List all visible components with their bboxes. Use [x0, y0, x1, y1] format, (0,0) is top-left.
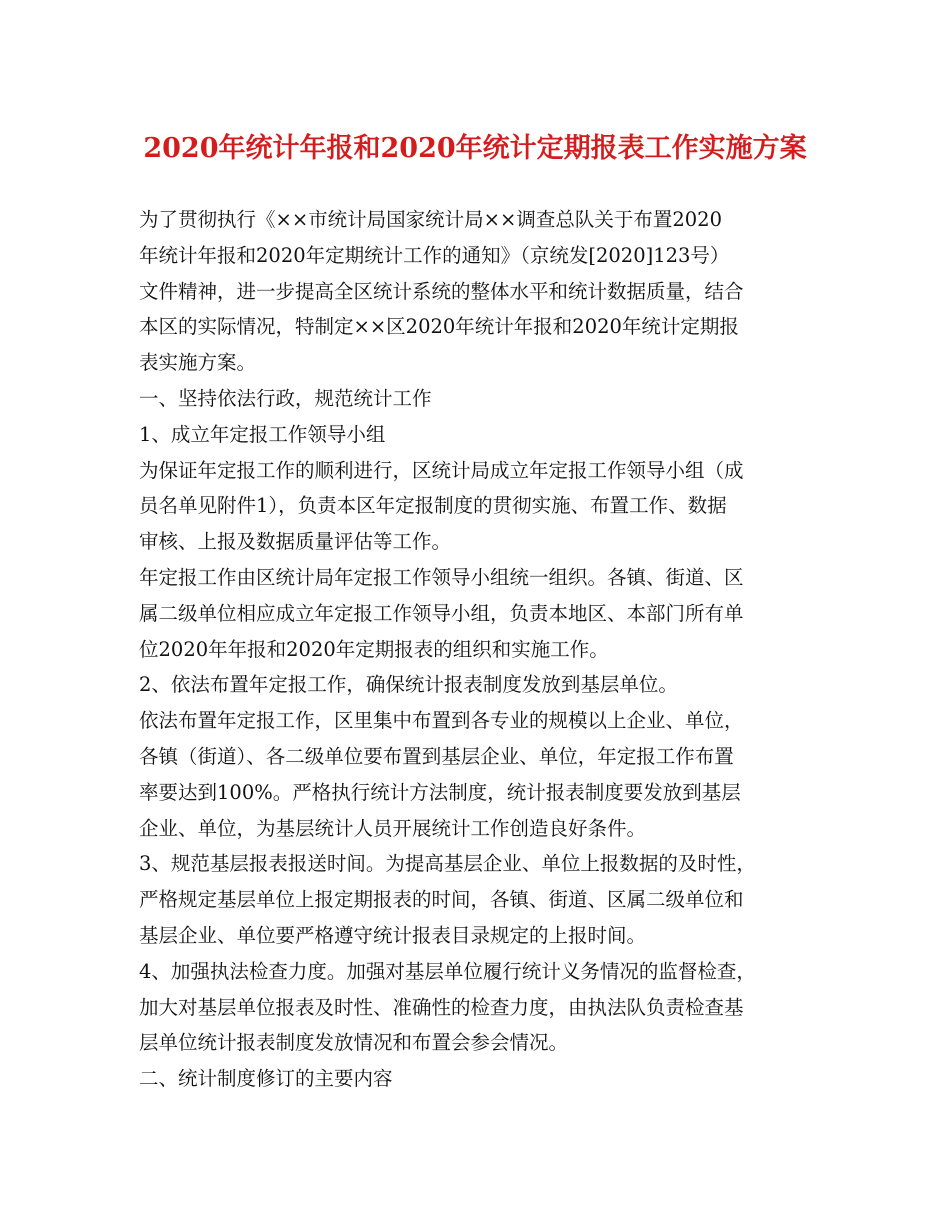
- subsection-heading: 2、依法布置年定报工作，确保统计报表制度发放到基层单位。: [139, 673, 678, 697]
- body-line: 文件精神，进一步提高全区统计系统的整体水平和统计数据质量，结合: [139, 279, 744, 303]
- body-line: 4、加强执法检查力度。加强对基层单位履行统计义务情况的监督检查，: [139, 959, 756, 983]
- subsection-heading: 1、成立年定报工作领导小组: [139, 422, 386, 446]
- body-line: 年定报工作由区统计局年定报工作领导小组统一组织。各镇、街道、区: [139, 565, 744, 589]
- body-line: 层单位统计报表制度发放情况和布置会参会情况。: [139, 1031, 569, 1055]
- section-heading-1: 一、坚持依法行政，规范统计工作: [139, 386, 432, 410]
- body-line: 各镇（街道）、各二级单位要布置到基层企业、单位，年定报工作布置: [139, 744, 734, 768]
- body-line: 企业、单位，为基层统计人员开展统计工作创造良好条件。: [139, 816, 647, 840]
- body-line: 3、规范基层报表报送时间。为提高基层企业、单位上报数据的及时性，: [139, 852, 756, 876]
- body-line: 表实施方案。: [139, 351, 257, 375]
- body-line: 年统计年报和2020年定期统计工作的通知》（京统发[2020]123号）: [139, 243, 730, 267]
- section-heading-2: 二、统计制度修订的主要内容: [139, 1067, 393, 1091]
- body-line: 严格规定基层单位上报定期报表的时间，各镇、街道、区属二级单位和: [139, 888, 744, 912]
- document-title: 2020年统计年报和2020年统计定期报表工作实施方案: [143, 133, 807, 164]
- body-line: 为了贯彻执行《××市统计局国家统计局××调查总队关于布置2020: [139, 208, 722, 231]
- body-line: 基层企业、单位要严格遵守统计报表目录规定的上报时间。: [139, 923, 647, 947]
- body-line: 为保证年定报工作的顺利进行，区统计局成立年定报工作领导小组（成: [139, 458, 744, 482]
- body-line: 属二级单位相应成立年定报工作领导小组，负责本地区、本部门所有单: [139, 601, 744, 625]
- body-line: 员名单见附件1），负责本区年定报制度的贯彻实施、布置工作、数据: [139, 494, 727, 518]
- body-line: 本区的实际情况，特制定××区2020年统计年报和2020年统计定期报: [139, 315, 739, 339]
- body-line: 审核、上报及数据质量评估等工作。: [139, 530, 452, 554]
- document-body: [139, 202, 829, 1097]
- body-line: 位2020年年报和2020年定期报表的组织和实施工作。: [139, 637, 609, 661]
- body-line: 依法布置年定报工作，区里集中布置到各专业的规模以上企业、单位，: [139, 709, 744, 733]
- body-line: 加大对基层单位报表及时性、准确性的检查力度，由执法队负责检查基: [139, 995, 744, 1019]
- body-line: 率要达到100%。严格执行统计方法制度，统计报表制度要发放到基层: [139, 780, 741, 804]
